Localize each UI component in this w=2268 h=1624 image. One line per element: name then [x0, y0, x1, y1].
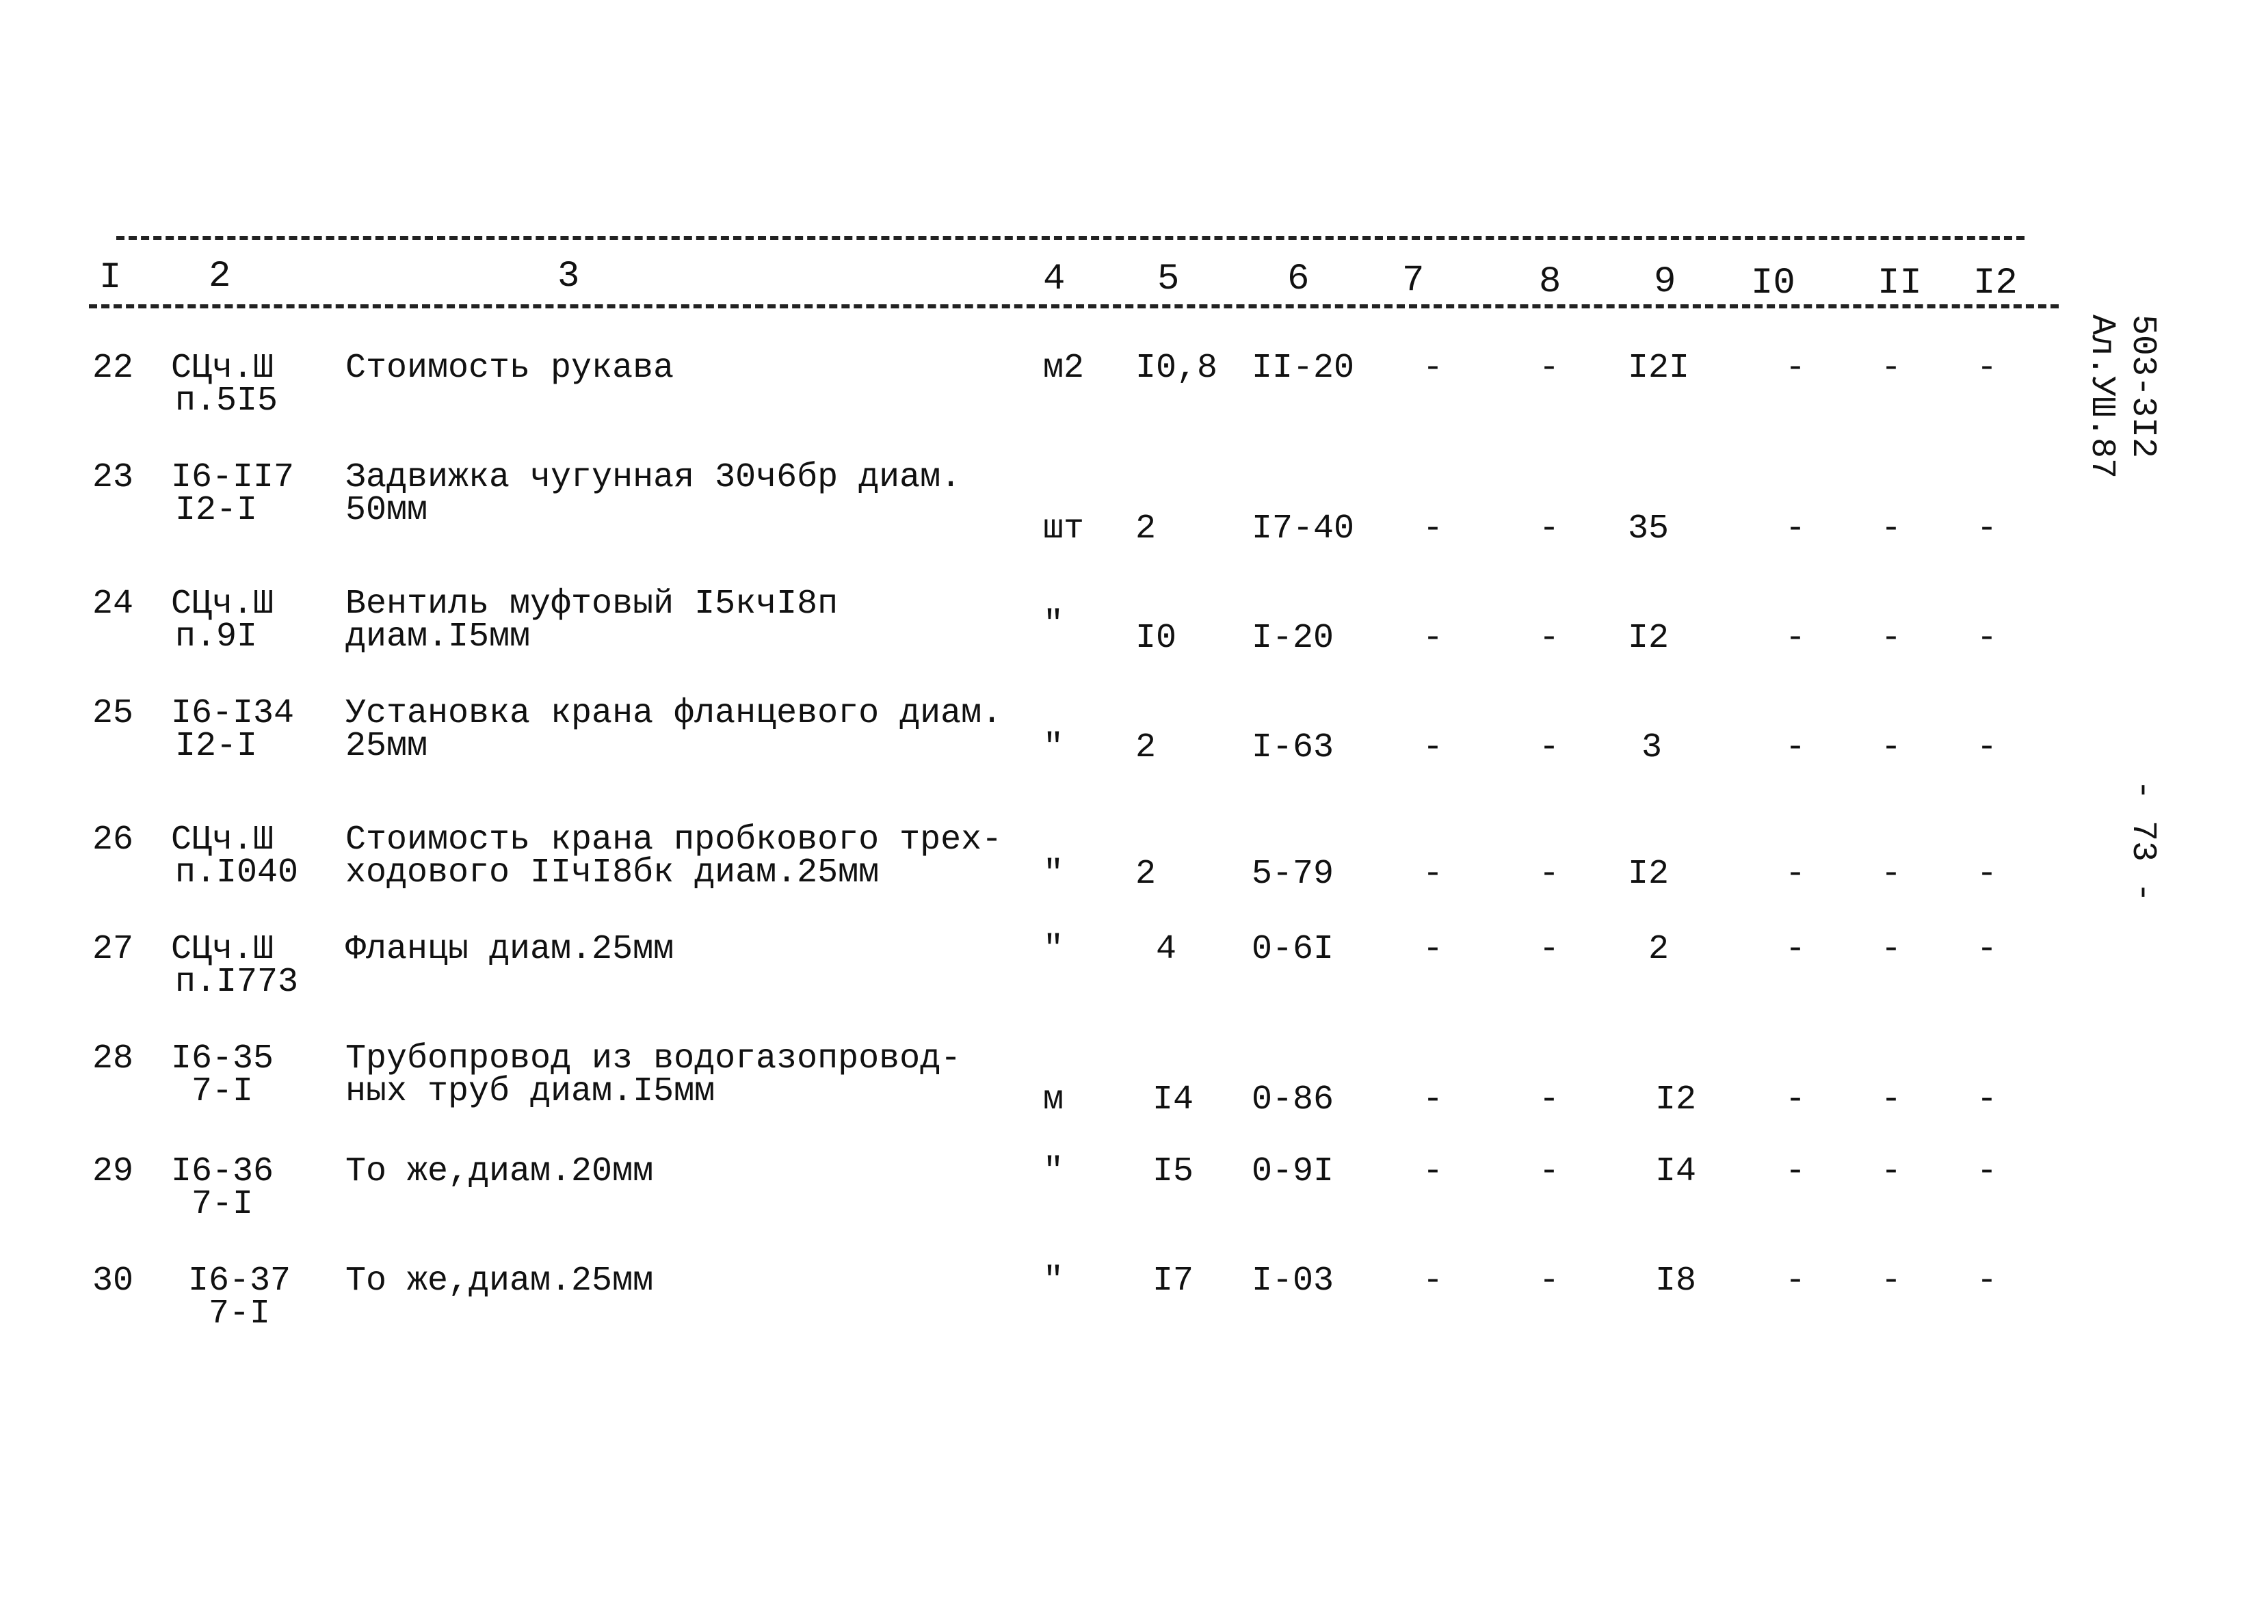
description-line2: 25мм [345, 727, 428, 766]
col8-value: - [1539, 619, 1560, 658]
col11-value: - [1881, 349, 1902, 388]
col11-value: - [1881, 1152, 1902, 1191]
unit-price: I-03 [1252, 1262, 1334, 1301]
item-description [345, 930, 674, 969]
album-code: Ал.УШ.87 [2082, 315, 2121, 479]
norm-code-line1: I6-36 [171, 1152, 274, 1191]
total-value: I2I [1628, 349, 1690, 388]
col8-value: - [1539, 509, 1560, 548]
norm-code-line2: I2-I [175, 727, 258, 766]
col11-value: - [1881, 1262, 1902, 1301]
item-description [345, 821, 1003, 892]
unit: " [1043, 855, 1064, 894]
col11-value: - [1881, 619, 1902, 658]
unit: " [1043, 1262, 1064, 1301]
quantity: I0,8 [1135, 349, 1218, 388]
total-value: I8 [1655, 1262, 1697, 1301]
norm-code-line1: I6-II7 [171, 458, 295, 497]
doc-code: 503-3I2 [2123, 315, 2162, 459]
norm-code [171, 349, 278, 421]
col12-value: - [1977, 619, 1998, 658]
description-line1: Стоимость рукава [345, 349, 674, 388]
norm-code [171, 1152, 274, 1224]
quantity: I7 [1152, 1262, 1194, 1301]
item-description [345, 1152, 654, 1191]
header-bottom-rule [89, 304, 2059, 308]
col7-value: - [1423, 619, 1444, 658]
col8-value: - [1539, 728, 1560, 767]
row-number: 26 [92, 821, 134, 860]
description-line2: ходового IIчI8бк диам.25мм [345, 853, 880, 892]
header-top-rule [116, 236, 2025, 240]
unit: " [1043, 728, 1064, 767]
col10-value: - [1785, 855, 1806, 894]
header-col-4: 4 [1043, 258, 1066, 300]
col12-value: - [1977, 930, 1998, 969]
item-description [345, 1039, 962, 1111]
item-description [345, 694, 1003, 766]
unit-price: 0-86 [1252, 1080, 1334, 1119]
description-line1: Фланцы диам.25мм [345, 930, 674, 969]
header-col-1: I [99, 257, 122, 299]
header-col-6: 6 [1287, 258, 1310, 300]
description-line1: Стоимость крана пробкового трех- [345, 821, 1003, 860]
row-number: 28 [92, 1039, 134, 1078]
col12-value: - [1977, 855, 1998, 894]
unit-price: I-63 [1252, 728, 1334, 767]
row-number: 27 [92, 930, 134, 969]
norm-code-line1: СЦч.Ш [171, 585, 274, 624]
quantity: 4 [1156, 930, 1177, 969]
header-col-3: 3 [557, 256, 580, 297]
description-line1: Вентиль муфтовый I5кчI8п [345, 585, 839, 624]
norm-code [188, 1262, 291, 1333]
unit: " [1043, 605, 1064, 644]
col11-value: - [1881, 509, 1902, 548]
unit-price: I7-40 [1252, 509, 1355, 548]
col11-value: - [1881, 728, 1902, 767]
col7-value: - [1423, 728, 1444, 767]
item-description [345, 458, 962, 530]
unit-price: 0-9I [1252, 1152, 1334, 1191]
col8-value: - [1539, 349, 1560, 388]
header-col-9: 9 [1654, 261, 1676, 303]
quantity: I0 [1135, 619, 1177, 658]
unit-price: II-20 [1252, 349, 1355, 388]
row-number: 30 [92, 1262, 134, 1301]
quantity: 2 [1135, 728, 1157, 767]
total-value: 3 [1641, 728, 1663, 767]
norm-code-line2: п.5I5 [175, 382, 278, 421]
col10-value: - [1785, 509, 1806, 548]
col8-value: - [1539, 1080, 1560, 1119]
col7-value: - [1423, 930, 1444, 969]
norm-code-line2: 7-I [209, 1294, 271, 1333]
col12-value: - [1977, 1262, 1998, 1301]
description-line1: То же,диам.25мм [345, 1262, 654, 1301]
header-col-5: 5 [1157, 258, 1180, 300]
quantity: 2 [1135, 509, 1157, 548]
norm-code-line1: I6-35 [171, 1039, 274, 1078]
description-line2: ных труб диам.I5мм [345, 1072, 715, 1111]
col10-value: - [1785, 619, 1806, 658]
col7-value: - [1423, 855, 1444, 894]
description-line2: диам.I5мм [345, 617, 531, 656]
col11-value: - [1881, 1080, 1902, 1119]
norm-code [171, 1039, 274, 1111]
col7-value: - [1423, 509, 1444, 548]
item-description [345, 585, 839, 656]
col8-value: - [1539, 930, 1560, 969]
norm-code-line2: I2-I [175, 491, 258, 530]
row-number: 25 [92, 694, 134, 733]
col8-value: - [1539, 1152, 1560, 1191]
norm-code [171, 930, 299, 1002]
description-line1: Установка крана фланцевого диам. [345, 694, 1003, 733]
norm-code [171, 821, 299, 892]
norm-code-line1: СЦч.Ш [171, 349, 274, 388]
quantity: I5 [1152, 1152, 1194, 1191]
header-col-7: 7 [1402, 260, 1425, 302]
header-col-8: 8 [1539, 261, 1561, 303]
unit: " [1043, 1152, 1064, 1191]
description-line1: Задвижка чугунная 30ч6бр диам. [345, 458, 962, 497]
header-col-10: I0 [1751, 263, 1795, 304]
col10-value: - [1785, 1152, 1806, 1191]
col10-value: - [1785, 930, 1806, 969]
page-number: - 73 - [2123, 780, 2162, 903]
total-value: I4 [1655, 1152, 1697, 1191]
norm-code [171, 458, 295, 530]
quantity: I4 [1152, 1080, 1194, 1119]
description-line1: Трубопровод из водогазопровод- [345, 1039, 962, 1078]
col11-value: - [1881, 855, 1902, 894]
col12-value: - [1977, 349, 1998, 388]
col7-value: - [1423, 1080, 1444, 1119]
norm-code-line1: I6-37 [188, 1262, 291, 1301]
norm-code-line2: п.I040 [175, 853, 299, 892]
col12-value: - [1977, 1080, 1998, 1119]
col12-value: - [1977, 509, 1998, 548]
norm-code [171, 694, 295, 766]
norm-code-line1: СЦч.Ш [171, 821, 274, 860]
description-line2: 50мм [345, 491, 428, 530]
item-description [345, 1262, 654, 1301]
col12-value: - [1977, 1152, 1998, 1191]
col7-value: - [1423, 1262, 1444, 1301]
unit-price: 0-6I [1252, 930, 1334, 969]
row-number: 24 [92, 585, 134, 624]
unit-price: I-20 [1252, 619, 1334, 658]
description-line1: То же,диам.20мм [345, 1152, 654, 1191]
norm-code [171, 585, 274, 656]
unit: м [1043, 1080, 1064, 1119]
total-value: I2 [1628, 855, 1670, 894]
row-number: 23 [92, 458, 134, 497]
col8-value: - [1539, 1262, 1560, 1301]
col8-value: - [1539, 855, 1560, 894]
col12-value: - [1977, 728, 1998, 767]
row-number: 22 [92, 349, 134, 388]
total-value: 35 [1628, 509, 1670, 548]
unit: " [1043, 930, 1064, 969]
norm-code-line1: СЦч.Ш [171, 930, 274, 969]
norm-code-line1: I6-I34 [171, 694, 295, 733]
header-col-2: 2 [209, 256, 231, 297]
norm-code-line2: п.I773 [175, 963, 299, 1002]
total-value: 2 [1648, 930, 1670, 969]
col7-value: - [1423, 349, 1444, 388]
header-col-11: II [1877, 263, 1922, 304]
col7-value: - [1423, 1152, 1444, 1191]
header-col-12: I2 [1973, 263, 2018, 304]
total-value: I2 [1655, 1080, 1697, 1119]
norm-code-line2: 7-I [192, 1185, 254, 1224]
col10-value: - [1785, 1080, 1806, 1119]
quantity: 2 [1135, 855, 1157, 894]
col10-value: - [1785, 728, 1806, 767]
norm-code-line2: п.9I [175, 617, 258, 656]
norm-code-line2: 7-I [192, 1072, 254, 1111]
unit: м2 [1043, 349, 1085, 388]
unit-price: 5-79 [1252, 855, 1334, 894]
row-number: 29 [92, 1152, 134, 1191]
item-description [345, 349, 674, 388]
unit: шт [1043, 509, 1085, 548]
col10-value: - [1785, 349, 1806, 388]
col11-value: - [1881, 930, 1902, 969]
col10-value: - [1785, 1262, 1806, 1301]
total-value: I2 [1628, 619, 1670, 658]
